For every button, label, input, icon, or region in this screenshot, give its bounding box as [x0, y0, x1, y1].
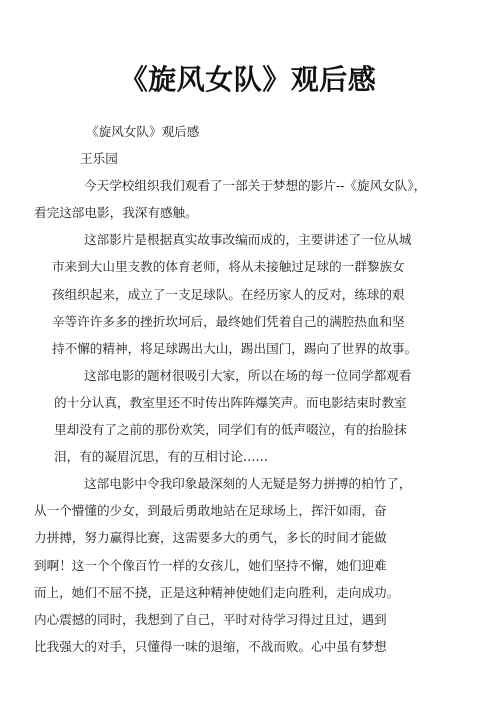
paragraph-line: 今天学校组织我们观看了一部关于梦想的影片--《旋风女队》， — [84, 178, 427, 194]
paragraph-line: 持不懈的精神，将足球踢出大山，踢出国门，踢向了世界的故事。 — [52, 340, 418, 356]
paragraph-line: 看完这部电影，我深有感触。 — [34, 205, 198, 221]
paragraph-line: 比我强大的对手，只懂得一味的退缩，不战而败。心中虽有梦想 — [34, 638, 387, 654]
paragraph-line: 到啊！这一个个像百竹一样的女孩儿，她们坚持不懈，她们迎难 — [34, 557, 387, 573]
paragraph-line: 辛等许许多多的挫折坎坷后，最终她们凭着自己的满腔热血和坚 — [52, 313, 405, 329]
document-title: 《旋风女队》观后感 — [119, 63, 377, 96]
document-body — [34, 118, 492, 660]
paragraph-line: 这部影片是根据真实故事改编而成的，主要讲述了一位从城 — [84, 232, 412, 248]
article-author: 王乐园 — [80, 151, 118, 167]
paragraph-line: 这部电影的题材很吸引大家，所以在场的每一位同学都观看 — [84, 367, 412, 383]
paragraph-line: 内心震撼的同时，我想到了自己，平时对待学习得过且过，遇到 — [34, 611, 387, 627]
paragraph-line: 市来到大山里支教的体育老师，将从未接触过足球的一群黎族女 — [52, 259, 405, 275]
paragraph-line: 从一个懵懂的少女，到最后勇敢地站在足球场上，挥汗如雨，奋 — [34, 503, 387, 519]
paragraph-line: 里却没有了之前的那份欢笑，同学们有的低声啜泣，有的抬脸抹 — [54, 422, 407, 438]
paragraph-line: 力拼搏，努力赢得比赛，这需要多大的勇气，多长的时间才能做 — [34, 530, 387, 546]
article-subtitle: 《旋风女队》观后感 — [86, 124, 200, 139]
paragraph-line: 的十分认真，教室里还不时传出阵阵爆笑声。而电影结束时教室 — [54, 394, 407, 410]
paragraph-line: 泪，有的凝眉沉思，有的互相讨论…… — [54, 449, 269, 465]
paragraph-line: 这部电影中令我印象最深刻的人无疑是努力拼搏的柏竹了， — [84, 476, 412, 492]
paragraph-line: 孩组织起来，成立了一支足球队。在经历家人的反对，练球的艰 — [52, 286, 405, 302]
paragraph-line: 而上，她们不屈不挠，正是这种精神使她们走向胜利，走向成功。 — [34, 584, 400, 600]
